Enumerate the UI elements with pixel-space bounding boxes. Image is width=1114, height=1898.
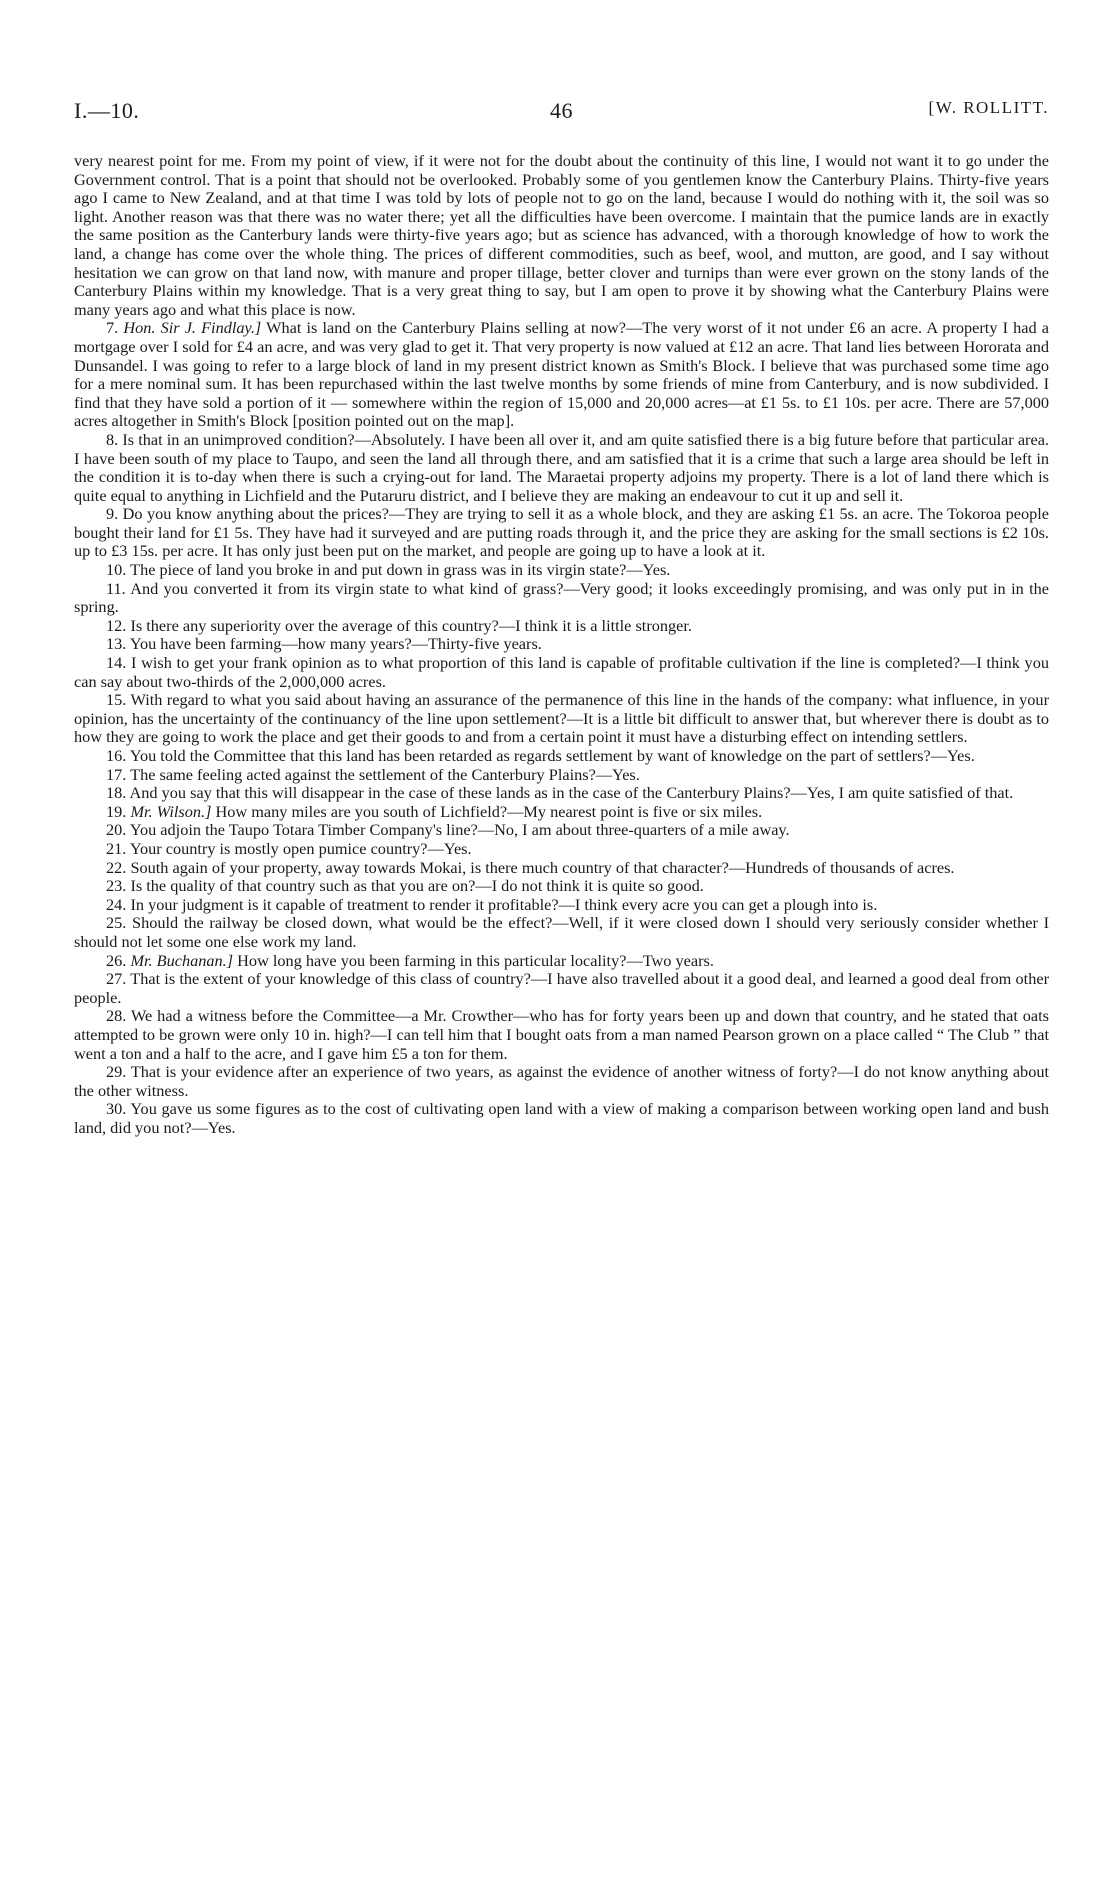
- question-paragraph: [74, 691, 1049, 747]
- paragraph-text: That is the extent of your knowledge of this class of country?—I have also travelled about it a good deal, and learned a good deal from other people.: [74, 969, 1049, 1007]
- page-number: 46: [550, 98, 573, 123]
- question-paragraph: [74, 635, 1049, 654]
- question-paragraph: [74, 784, 1049, 803]
- question-number: 16.: [106, 746, 127, 765]
- witness-name: [W. ROLLITT.: [928, 98, 1049, 117]
- question-number: 25.: [106, 913, 127, 933]
- paragraph-text: The piece of land you broke in and put down in grass was in its virgin state?—Yes.: [130, 560, 671, 580]
- question-number: 13.: [106, 634, 127, 654]
- question-paragraph: [74, 319, 1049, 431]
- question-number: 28.: [106, 1006, 127, 1026]
- question-number: 14.: [106, 653, 127, 673]
- question-number: 22.: [106, 857, 127, 877]
- paragraph-text: South again of your property, away towards Mokai, is there much country of that character?—Hundreds of thousands of acres.: [130, 857, 955, 877]
- question-number: 10.: [106, 560, 127, 580]
- question-number: 15.: [106, 690, 127, 710]
- question-paragraph: [74, 747, 1049, 766]
- paragraph-text: And you say that this will disappear in the case of these lands as in the case of the Canterbury Plains?—Yes, I am quite satisfied of that.: [129, 783, 1014, 803]
- question-paragraph: [74, 970, 1049, 1007]
- question-paragraph: [74, 580, 1049, 617]
- paragraph-text: In your judgment is it capable of treatment to render it profitable?—I think every acre you can get a plough into is.: [130, 894, 878, 914]
- paragraph-text: You gave us some figures as to the cost of cultivating open land with a view of making a comparison between working open land and bush land, did you not?—Yes.: [74, 1099, 1050, 1137]
- paragraph-text: What is land on the Canterbury Plains selling at now?—The very worst of it not under £6 an acre. A property I had a mortgage over I sold for £4 an acre, and was very glad to get it. That very property is now valued at £12 an acre. That land lies between Hororata and Dunsandel. I was going to refer to a large block of land in my present district known as Smith's Block. I believe that was purchased some time ago for a mere nominal sum. It has been repurchased within the last twelve months by some friends of mine from Canterbury, and is now subdivided. I find that they have sold a portion of it — somewhere within the region of 15,000 and 20,000 acres—at £1 5s. to £1 10s. per acre. There are 57,000 acres altogether in Smith's Block [position pointed out on the map].: [74, 318, 1049, 431]
- question-paragraph: [74, 1063, 1049, 1100]
- paragraph-text: And you converted it from its virgin state to what kind of grass?—Very good; it looks exceedingly promising, and was only put in in the spring.: [74, 578, 1050, 617]
- question-number: 23.: [106, 876, 127, 896]
- page-header: [74, 98, 1049, 138]
- speaker-name: Hon. Sir J. Findlay.]: [123, 318, 262, 338]
- question-number: 17.: [106, 764, 127, 784]
- question-number: 20.: [106, 820, 127, 840]
- paragraph-text: Your country is mostly open pumice country?—Yes.: [129, 838, 472, 858]
- question-number: 21.: [106, 838, 127, 858]
- paragraph-text: Is there any superiority over the average of this country?—I think it is a little stronger.: [130, 615, 692, 635]
- paragraph-text: Do you know anything about the prices?—They are trying to sell it as a whole block, and they are asking £1 5s. an acre. The Tokoroa people bought their land for £1 5s. They have had it surveyed and are putting roads through it, and the price they are asking for the small sections is £2 10s. up to £3 15s. per acre. It has only just been put on the market, and people are going up to have a look at it.: [74, 504, 1049, 561]
- question-paragraph: [74, 431, 1049, 505]
- paragraph-text: Should the railway be closed down, what would be the effect?—Well, if it were closed down I should very seriously consider whether I should not let some one else work my land.: [74, 913, 1049, 951]
- question-number: 7.: [106, 318, 119, 338]
- question-paragraph: [74, 896, 1049, 915]
- paragraph-text: With regard to what you said about having an assurance of the permanence of this line in the hands of the company: what influence, in your opinion, has the uncertainty of the continuancy of the line upon settlement?—It is a little bit difficult to answer that, but wherever there is doubt as to how they are going to work the place and get their goods to and from a certain point it must have a disturbing effect on intending settlers.: [74, 690, 1049, 747]
- speaker-name: Mr. Wilson.]: [130, 801, 212, 821]
- paragraph-text: The same feeling acted against the settlement of the Canterbury Plains?—Yes.: [130, 764, 640, 784]
- question-paragraph: [74, 840, 1049, 859]
- question-paragraph: [74, 1007, 1049, 1063]
- question-number: 19.: [106, 801, 127, 821]
- paragraph-text: You told the Committee that this land has been retarded as regards settlement by want of knowledge on the part of settlers?—Yes.: [129, 746, 975, 765]
- question-paragraph: [74, 654, 1049, 691]
- paragraph-text: That is your evidence after an experience of two years, as against the evidence of another witness of forty?—I do not know anything about the other witness.: [74, 1062, 1049, 1100]
- paragraph-text: You have been farming—how many years?—Thirty-five years.: [129, 634, 542, 654]
- paragraph-text: very nearest point for me. From my point of view, if it were not for the doubt about the continuity of this line, I would not want it to go under the Government control. That is a point that should not be overlooked. Probably some of you gentlemen know the Canterbury Plains. Thirty-five years ago I came to New Zealand, and at that time I was told by lots of people not to go on the land, because I would do nothing with it, the soil was so light. Another reason was that there was no water there; yet all the difficulties have been overcome. I maintain that the pumice lands are in exactly the same position as the Canterbury lands were thirty-five years ago; but as science has advanced, with a thorough knowledge of how to work the land, a change has come over the whole thing. The prices of different commodities, such as beef, wool, and mutton, are good, and I say without hesitation we can grow on that land now, with manure and proper tillage, better clover and turnips than were ever grown on the stony lands of the Canterbury Plains within my knowledge. That is a very great thing to say, but I am open to prove it by showing what the Canterbury Plains were many years ago and what this place is now.: [74, 151, 1049, 319]
- continued-paragraph: [74, 152, 1049, 319]
- question-number: 27.: [106, 969, 127, 989]
- question-number: 12.: [106, 615, 127, 635]
- paragraph-text: We had a witness before the Committee—a Mr. Crowther—who has for forty years been up and down that country, and he stated that oats attempted to be grown were only 10 in. high?—I can tell him that I bought oats from a man named Pearson grown on a place called “ The Club ” that went a ton and a half to the acre, and I gave him £5 a ton for them.: [74, 1006, 1050, 1063]
- paragraph-text: Is that in an unimproved condition?—Absolutely. I have been all over it, and am quite satisfied there is a big future before that particular area. I have been south of my place to Taupo, and seen the land all through there, and am satisfied that it is a crime that such a large area should be left in the condition it is to-day when there is such a crying-out for land. The Maraetai property adjoins my property. There is a lot of land there which is quite equal to anything in Lichfield and the Putaruru district, and I believe they are making an endeavour to cut it up and sell it.: [74, 429, 1049, 505]
- question-paragraph: [74, 821, 1049, 840]
- question-paragraph: [74, 914, 1049, 951]
- question-number: 24.: [106, 894, 127, 914]
- question-paragraph: [74, 952, 1049, 971]
- question-paragraph: [74, 1100, 1049, 1137]
- paragraph-text: I wish to get your frank opinion as to what proportion of this land is capable of profitable cultivation if the line is completed?—I think you can say about two-thirds of the 2,000,000 acres.: [74, 653, 1049, 691]
- question-paragraph: [74, 877, 1049, 896]
- paragraph-text: How many miles are you south of Lichfield?—My nearest point is five or six miles.: [215, 801, 763, 821]
- paragraph-text: How long have you been farming in this particular locality?—Two years.: [237, 950, 714, 970]
- question-number: 30.: [106, 1099, 127, 1119]
- question-paragraph: [74, 766, 1049, 785]
- question-paragraph: [74, 617, 1049, 636]
- paragraph-text: Is the quality of that country such as that you are on?—I do not think it is quite so good.: [130, 876, 704, 896]
- question-number: 9.: [106, 504, 119, 524]
- question-paragraph: [74, 803, 1049, 822]
- paragraph-text: You adjoin the Taupo Totara Timber Company's line?—No, I am about three-quarters of a mile away.: [129, 820, 790, 840]
- question-number: 18.: [106, 783, 127, 803]
- question-paragraph: [74, 859, 1049, 878]
- speaker-name: Mr. Buchanan.]: [130, 950, 234, 970]
- question-number: 29.: [106, 1062, 127, 1082]
- question-number: 11.: [106, 578, 126, 598]
- question-number: 8.: [106, 429, 119, 449]
- evidence-body: [74, 152, 1049, 1137]
- question-number: 26.: [106, 950, 127, 970]
- question-paragraph: [74, 505, 1049, 561]
- document-reference: I.—10.: [74, 98, 140, 123]
- question-paragraph: [74, 561, 1049, 580]
